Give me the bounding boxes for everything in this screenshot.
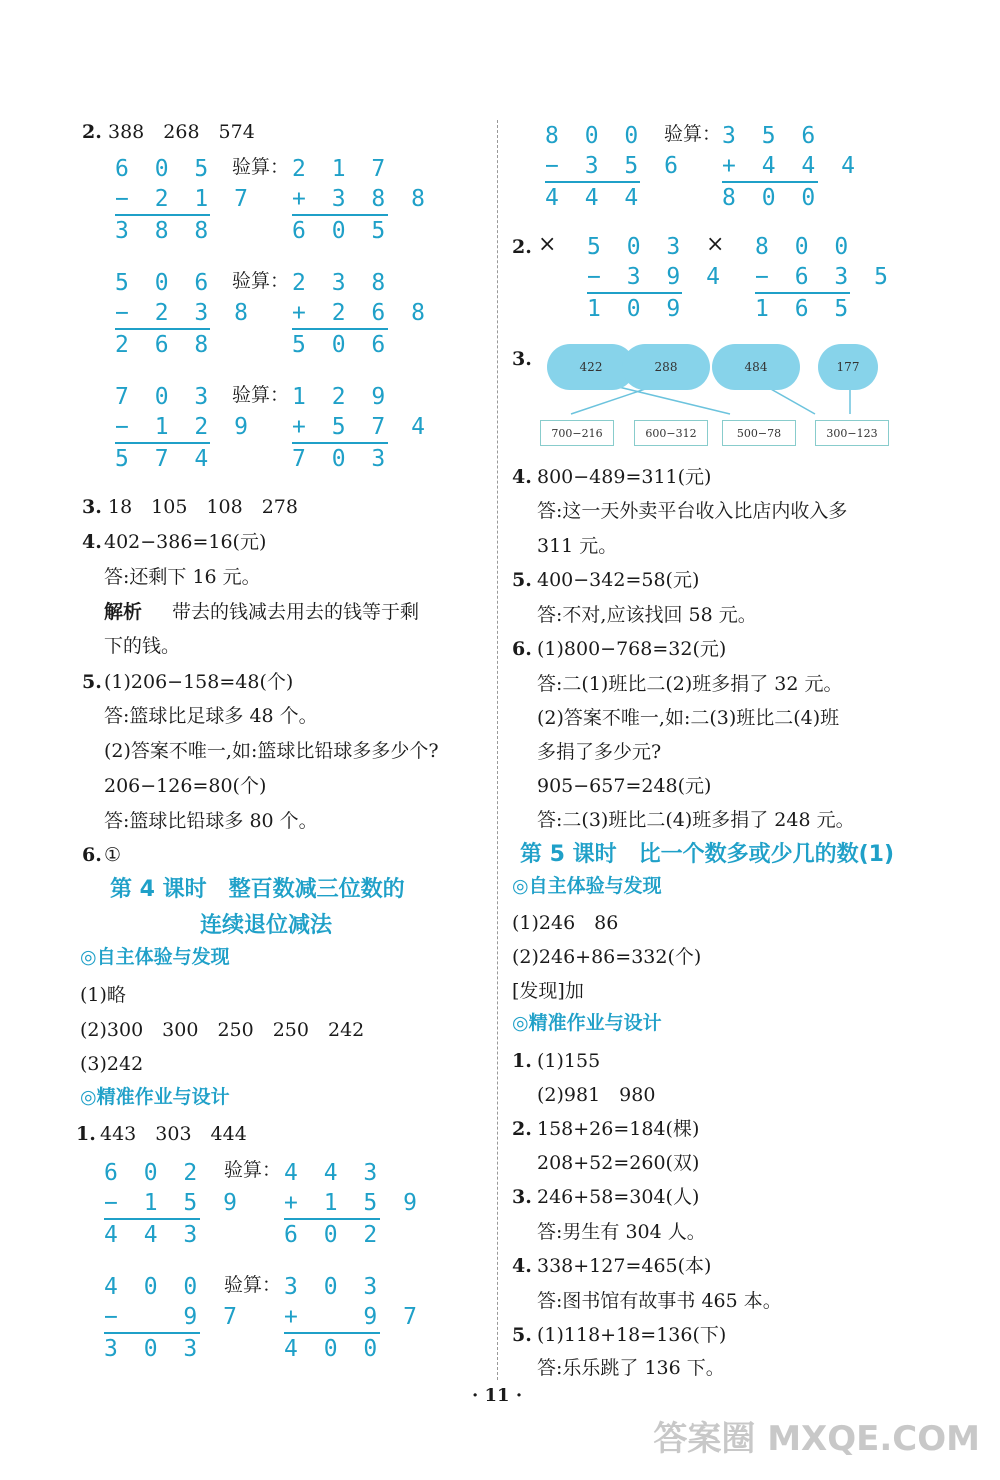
lesson-5-title: 第 5 课时 比一个数多或少几的数(1): [520, 842, 895, 867]
check-label-3: 验算：: [232, 384, 290, 406]
check-label-5: 验算：: [224, 1274, 282, 1296]
addition-check-6: 3 5 6 + 4 4 4 8 0 0: [722, 123, 861, 211]
q2-label: 2.: [82, 121, 102, 143]
r-q2-mark-1: ×: [538, 232, 557, 257]
section-precise-homework: ◎精准作业与设计: [80, 1086, 230, 1108]
r-section-self-experience: ◎自主体验与发现: [512, 875, 662, 897]
r-q2-label: 2.: [512, 236, 532, 258]
check-label-1: 验算：: [232, 156, 290, 178]
r-p3-line-1: 246+58=304(人): [537, 1186, 700, 1208]
q5-line-3: (2)答案不唯一,如:篮球比铅球多多少个?: [104, 740, 439, 762]
expression-box-4: 300−123: [815, 420, 889, 446]
q5-line-1: (1)206−158=48(个): [104, 671, 294, 693]
q4-analysis-text-1: 带去的钱减去用去的钱等于剩: [172, 601, 420, 623]
section-self-experience: ◎自主体验与发现: [80, 946, 230, 968]
cloud-4: 177: [818, 344, 878, 390]
r-q5-equation: 400−342=58(元): [537, 569, 700, 591]
r-q4-label: 4.: [512, 466, 532, 488]
self-item-2: (2)300 300 250 250 242: [80, 1019, 365, 1041]
r-p2-line-2: 208+52=260(双): [537, 1152, 700, 1174]
page-number: · 11 ·: [472, 1385, 523, 1406]
q4-label: 4.: [82, 531, 102, 553]
r-q6-line-2: 答:二(1)班比二(2)班多捐了 32 元。: [537, 673, 843, 695]
r-p5-line-1: (1)118+18=136(下): [537, 1324, 727, 1346]
r-q6-line-4: 多捐了多少元?: [537, 741, 662, 763]
cloud-1: 422: [547, 344, 635, 390]
addition-check-3: 1 2 9 + 5 7 4 7 0 3: [292, 384, 431, 472]
r-p1-line-1: (1)155: [537, 1050, 601, 1072]
r-q6-label: 6.: [512, 638, 532, 660]
check-label-4: 验算：: [224, 1159, 282, 1181]
r-p2-label: 2.: [512, 1118, 532, 1140]
expression-box-2: 600−312: [634, 420, 708, 446]
r-q5-answer: 答:不对,应该找回 58 元。: [537, 604, 757, 626]
check-label-2: 验算：: [232, 270, 290, 292]
r-p4-label: 4.: [512, 1255, 532, 1277]
p1-answers: 443 303 444: [100, 1123, 247, 1145]
q5-label: 5.: [82, 671, 102, 693]
r-q4-answer-2: 311 元。: [537, 535, 618, 557]
r-p1-label: 1.: [512, 1050, 532, 1072]
subtraction-2: 5 0 6 − 2 3 8 2 6 8: [115, 270, 254, 358]
q5-line-2: 答:篮球比足球多 48 个。: [104, 705, 318, 727]
r-p2-line-1: 158+26=184(棵): [537, 1118, 700, 1140]
addition-check-1: 2 1 7 + 3 8 8 6 0 5: [292, 156, 431, 244]
q3-label: 3.: [82, 496, 102, 518]
r-p3-label: 3.: [512, 1186, 532, 1208]
q3-answers: 18 105 108 278: [108, 496, 298, 518]
addition-check-4: 4 4 3 + 1 5 9 6 0 2: [284, 1160, 423, 1248]
subtraction-8: 8 0 0 − 6 3 5 1 6 5: [755, 234, 894, 322]
r-section-precise-homework: ◎精准作业与设计: [512, 1012, 662, 1034]
q5-line-4: 206−126=80(个): [104, 775, 267, 797]
r-q6-line-3: (2)答案不唯一,如:二(3)班比二(4)班: [537, 707, 840, 729]
q5-line-5: 答:篮球比铅球多 80 个。: [104, 810, 318, 832]
r-q4-equation: 800−489=311(元): [537, 466, 712, 488]
subtraction-1: 6 0 5 − 2 1 7 3 8 8: [115, 156, 254, 244]
expression-box-3: 500−78: [722, 420, 796, 446]
r-q6-line-6: 答:二(3)班比二(4)班多捐了 248 元。: [537, 809, 855, 831]
cloud-3: 484: [712, 344, 800, 390]
r-self-item-2: (2)246+86=332(个): [512, 946, 702, 968]
r-p4-line-2: 答:图书馆有故事书 465 本。: [537, 1290, 782, 1312]
r-p1-line-2: (2)981 980: [537, 1084, 656, 1106]
lesson-4-title-line-1: 第 4 课时 整百数减三位数的: [110, 877, 405, 902]
self-item-1: (1)略: [80, 984, 126, 1006]
r-q3-label: 3.: [512, 348, 532, 370]
addition-check-2: 2 3 8 + 2 6 8 5 0 6: [292, 270, 431, 358]
subtraction-6: 8 0 0 − 3 5 6 4 4 4: [545, 123, 684, 211]
q4-equation: 402−386=16(元): [104, 531, 267, 553]
watermark: 答案圈 MXQE.COM: [653, 1419, 980, 1459]
self-item-3: (3)242: [80, 1053, 144, 1075]
q2-answers: 388 268 574: [108, 121, 255, 143]
q6-answer: ①: [104, 844, 122, 866]
subtraction-4: 6 0 2 − 1 5 9 4 4 3: [104, 1160, 243, 1248]
r-p3-line-2: 答:男生有 304 人。: [537, 1221, 706, 1243]
r-self-item-3: [发现]加: [512, 980, 584, 1002]
subtraction-3: 7 0 3 − 1 2 9 5 7 4: [115, 384, 254, 472]
r-p5-line-2: 答:乐乐跳了 136 下。: [537, 1357, 725, 1379]
q6-label: 6.: [82, 844, 102, 866]
r-p5-label: 5.: [512, 1324, 532, 1346]
subtraction-7: 5 0 3 − 3 9 4 1 0 9: [587, 234, 726, 322]
addition-check-5: 3 0 3 + 9 7 4 0 0: [284, 1274, 423, 1362]
cloud-2: 288: [622, 344, 710, 390]
column-divider: [497, 120, 498, 1380]
r-q6-line-5: 905−657=248(元): [537, 775, 712, 797]
p1-label: 1.: [76, 1123, 96, 1145]
r-self-item-1: (1)246 86: [512, 912, 619, 934]
q4-analysis-text-2: 下的钱。: [104, 635, 181, 657]
r-q2-mark-2: ×: [706, 232, 725, 257]
r-q6-line-1: (1)800−768=32(元): [537, 638, 727, 660]
r-q5-label: 5.: [512, 569, 532, 591]
lesson-4-title-line-2: 连续退位减法: [200, 913, 333, 938]
check-label-6: 验算：: [664, 123, 722, 145]
r-q4-answer-1: 答:这一天外卖平台收入比店内收入多: [537, 500, 848, 522]
r-p4-line-1: 338+127=465(本): [537, 1255, 712, 1277]
q4-answer: 答:还剩下 16 元。: [104, 566, 261, 588]
subtraction-5: 4 0 0 − 9 7 3 0 3: [104, 1274, 243, 1362]
expression-box-1: 700−216: [540, 420, 614, 446]
q4-analysis-label: 解析: [104, 601, 143, 623]
